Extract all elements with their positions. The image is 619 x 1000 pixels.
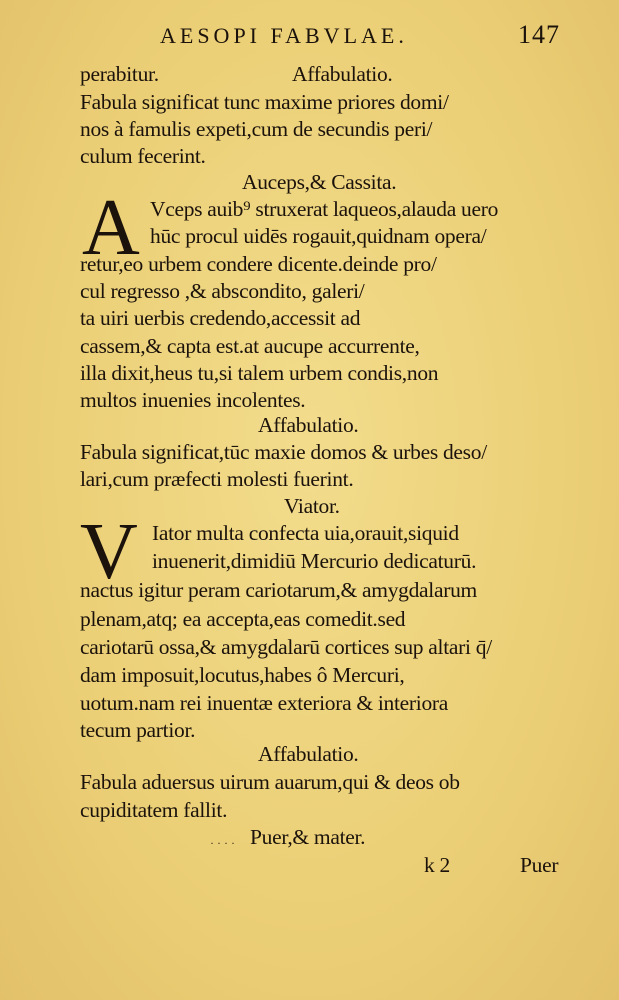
section-heading: Affabulatio. [292, 62, 393, 86]
text-line: hūc procul uidēs rogauit,quidnam opera/ [150, 224, 487, 248]
fable-title: Viator. [284, 494, 340, 518]
text-line: plenam,atq; ea accepta,eas comedit.sed [80, 607, 406, 631]
drop-capital: A [82, 184, 140, 272]
section-heading: Affabulatio. [258, 742, 359, 766]
ink-speckle: · · · · [210, 836, 235, 850]
text-line: cariotarū ossa,& amygdalarū cortices sup altari q̄/ [80, 635, 492, 659]
text-line: perabitur. [80, 62, 159, 86]
running-title: AESOPI FABVLAE. [160, 23, 408, 48]
text-line: illa dixit,heus tu,si talem urbem condis,non [80, 361, 439, 385]
text-line: ta uiri uerbis credendo,accessit ad [80, 306, 361, 330]
text-line: nos à famulis expeti,cum de secundis peri/ [80, 117, 433, 141]
text-line: Iator multa confecta uia,orauit,siquid [152, 521, 459, 545]
fable-title: Auceps,& Cassita. [242, 170, 397, 194]
drop-capital: V [80, 508, 138, 596]
text-line: cassem,& capta est.at aucupe accurrente, [80, 334, 420, 358]
text-line: cupiditatem fallit. [80, 798, 228, 822]
text-line: Vceps auib⁹ struxerat laqueos,alauda uero [150, 197, 499, 221]
text-line: retur,eo urbem condere dicente.deinde pro/ [80, 252, 437, 276]
text-line: lari,cum præfecti molesti fuerint. [80, 467, 354, 491]
text-line: nactus igitur peram cariotarum,& amygdalarum [80, 578, 477, 602]
text-line: multos inuenies incolentes. [80, 388, 306, 412]
text-line: dam imposuit,locutus,habes ô Mercuri, [80, 663, 405, 687]
page-number: 147 [518, 20, 560, 49]
section-heading: Affabulatio. [258, 413, 359, 437]
text-line: tecum partior. [80, 718, 196, 742]
text-line: uotum.nam rei inuentæ exteriora & interiora [80, 691, 449, 715]
fable-title: Puer,& mater. [250, 825, 366, 849]
text-line: Fabula aduersus uirum auarum,qui & deos ob [80, 770, 460, 794]
text-line: cul regresso ,& abscondito, galeri/ [80, 279, 365, 303]
signature-mark: k 2 [424, 853, 450, 877]
text-line: Fabula significat,tūc maxie domos & urbes deso/ [80, 440, 487, 464]
catchword: Puer [520, 853, 559, 877]
text-line: culum fecerint. [80, 144, 206, 168]
text-line: Fabula significat tunc maxime priores domi/ [80, 90, 449, 114]
text-line: inuenerit,dimidiū Mercurio dedicaturū. [152, 549, 477, 573]
